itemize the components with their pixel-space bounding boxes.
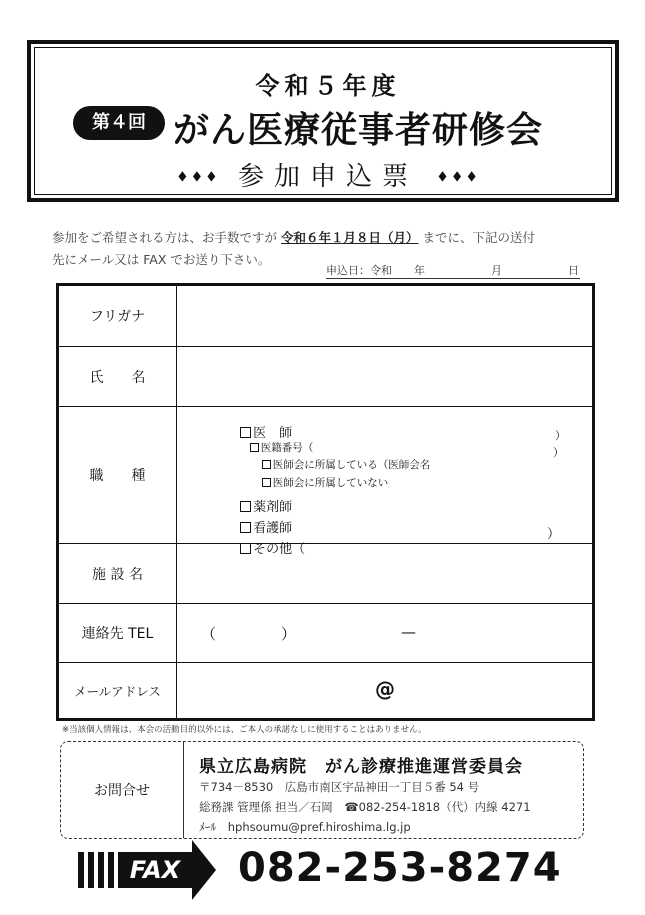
facility-field[interactable] [177, 544, 592, 603]
fax-number[interactable]: 082-253-8274 [238, 845, 562, 891]
privacy-note: ※当該個人情報は、本会の活動目的以外には、ご本人の承諾なしに使用することはありません。 [62, 725, 427, 735]
label-email: メールアドレス [59, 663, 177, 718]
label-furigana: フリガナ [59, 286, 177, 346]
contact-label: お問合せ [94, 783, 150, 799]
row-furigana [59, 286, 592, 346]
email-field[interactable] [177, 663, 592, 718]
contact-email[interactable]: ﾒｰﾙ hphsoumu@pref.hiroshima.lg.jp [199, 820, 411, 834]
tel-open-paren: （ [201, 625, 217, 643]
option-pharmacist-label: 薬剤師 [253, 500, 293, 515]
contact-divider [183, 742, 184, 838]
header-inner-border [34, 47, 612, 195]
header-frame [27, 40, 619, 202]
row-facility [59, 543, 592, 603]
intro-after-deadline: までに、下記の送付 [422, 230, 536, 245]
option-other-label: その他（ [253, 542, 306, 557]
row-email [59, 662, 592, 718]
organization-name: 県立広島病院 がん診療推進運営委員会 [199, 757, 523, 777]
intro-line-1 [52, 228, 535, 246]
option-doctor-label: 医 師 [253, 426, 293, 441]
subtitle-text: 参加申込票 [237, 162, 418, 192]
registration-close-paren: ） [555, 429, 566, 442]
option-nurse-label: 看護師 [253, 521, 293, 536]
deadline: 令和６年１月８日（月） [281, 230, 419, 245]
subtitle [35, 156, 621, 193]
fiscal-year: 令和５年度 [255, 72, 401, 100]
application-form [56, 283, 595, 721]
diamond-ornament-left: ♦♦♦ [176, 169, 220, 186]
application-date: 申込日：令和 年 月 日 [326, 264, 579, 277]
tel-dash: — [401, 623, 416, 641]
fax-speed-bars [78, 852, 120, 888]
furigana-field[interactable] [177, 286, 592, 346]
label-name: 氏 名 [59, 347, 177, 406]
option-medical-assoc-member-label: 医師会に所属している（医師会名 [272, 459, 431, 471]
fax-label: FAX [129, 856, 181, 884]
label-occupation: 職 種 [59, 407, 177, 543]
label-tel: 連絡先 TEL [59, 604, 177, 662]
row-tel [59, 603, 592, 662]
row-occupation [59, 406, 592, 557]
at-sign: @ [375, 677, 395, 701]
option-medical-assoc-nonmember-label: 医師会に所属していない [272, 477, 389, 489]
option-registration-no-label: 医籍番号（ [260, 442, 314, 454]
page-title: がん医療従事者研修会 [173, 110, 544, 151]
row-name [59, 346, 592, 406]
diamond-ornament-right: ♦♦♦ [436, 169, 480, 186]
contact-department: 総務課 管理係 担当／石岡 ☎082-254-1818（代）内線 4271 [199, 800, 531, 814]
intro-before-deadline: 参加をご希望される方は、お手数ですが [52, 230, 278, 245]
edition-badge: 第４回 [73, 106, 165, 140]
label-facility: 施 設 名 [59, 544, 177, 603]
name-field[interactable] [177, 347, 592, 406]
contact-box [60, 741, 584, 839]
intro-line-2: 先にメール又は FAX でお送り下さい。 [52, 252, 271, 267]
tel-field[interactable] [177, 604, 592, 662]
tel-close-paren: ） [281, 625, 297, 643]
medical-assoc-close-paren: ） [553, 446, 564, 459]
contact-address: 〒734－8530 広島市南区宇品神田一丁目５番 54 号 [199, 780, 480, 794]
occupation-options [177, 407, 592, 557]
other-close-paren: ） [547, 527, 561, 542]
